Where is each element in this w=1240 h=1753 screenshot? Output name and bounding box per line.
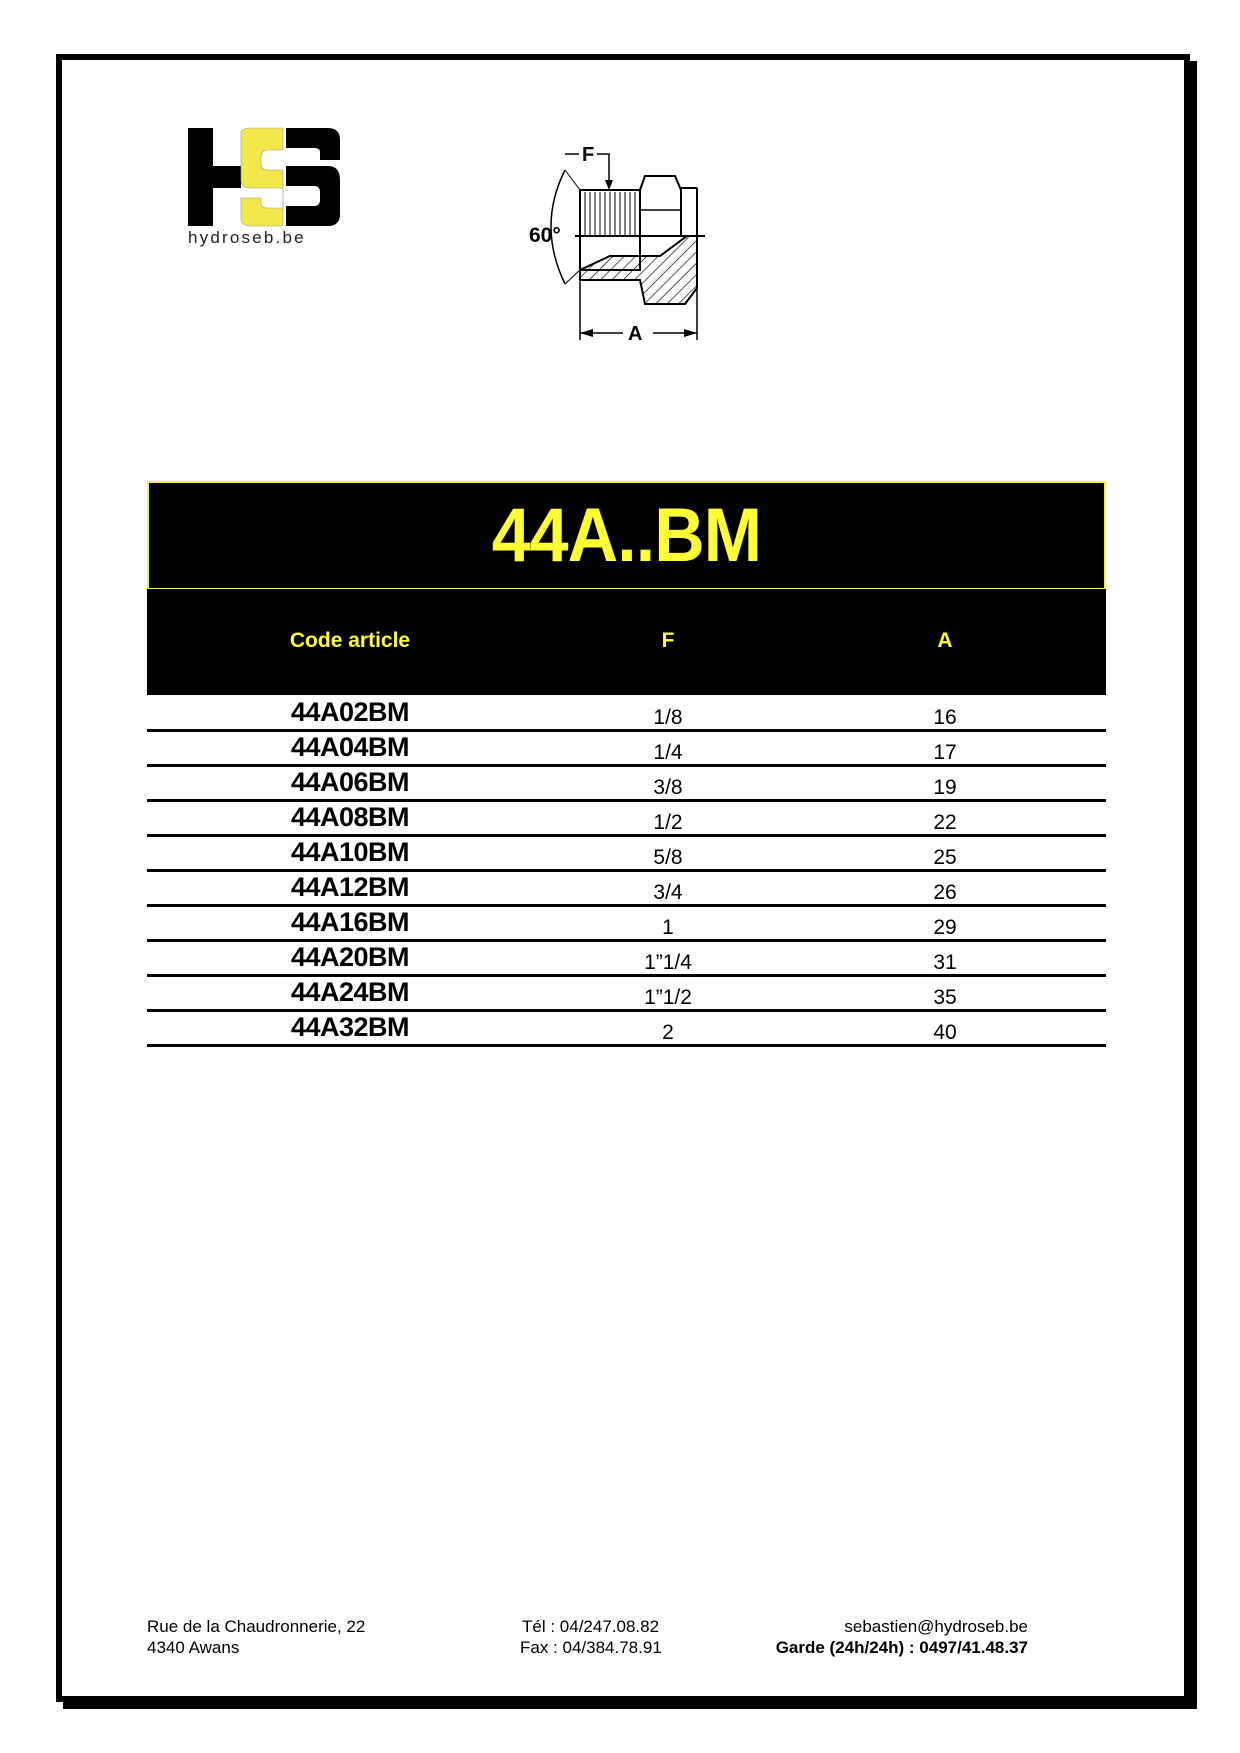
cell-code-article: 44A10BM [290,837,410,867]
address-line1: Rue de la Chaudronnerie, 22 [147,1617,366,1636]
cell-f: 2 [662,1021,674,1044]
cell-code-article: 44A12BM [290,872,410,902]
svg-text:A: A [628,323,643,345]
cell-a: 19 [933,776,957,799]
cell-code-article: 44A20BM [290,942,410,972]
product-title: 44A..BM [491,493,762,578]
cell-f: 1/2 [653,811,683,834]
cell-f: 1”1/2 [644,986,692,1009]
cell-a: 31 [933,951,957,974]
cell-f: 1”1/4 [644,951,692,974]
table-body [147,695,1106,1047]
cell-a: 35 [933,986,957,1009]
cell-a: 25 [933,846,957,869]
cell-f: 1 [662,916,674,939]
fitting-diagram [529,130,735,345]
cell-f: 3/4 [653,881,683,904]
phone: Tél : 04/247.08.82 [522,1617,660,1636]
table-row [147,837,1106,872]
cell-a: 17 [933,741,957,764]
cell-code-article: 44A24BM [290,977,410,1007]
footer-contact [776,1616,1028,1658]
table-row [147,942,1106,977]
cell-f: 1/4 [653,741,683,764]
cell-code-article: 44A06BM [290,767,410,797]
header-code-article: Code article [289,629,411,652]
table-row [147,1012,1106,1047]
header-a: A [937,629,953,652]
cell-code-article: 44A04BM [290,732,410,762]
table-header [147,589,1106,695]
footer-phone [520,1616,662,1658]
emergency-phone: Garde (24h/24h) : 0497/41.48.37 [775,1638,1028,1657]
cell-a: 40 [933,1021,957,1044]
svg-text:F: F [582,144,595,166]
table-row [147,802,1106,837]
product-title-box [147,481,1106,590]
table-row [147,872,1106,907]
table-row [147,907,1106,942]
cell-f: 3/8 [653,776,683,799]
hydroseb-logo [188,126,364,258]
cell-code-article: 44A16BM [290,907,410,937]
cell-code-article: 44A08BM [290,802,410,832]
cell-a: 22 [933,811,957,834]
cell-a: 29 [933,916,957,939]
cell-a: 16 [933,706,957,729]
address-line2: 4340 Awans [147,1638,240,1657]
table-row [147,695,1106,732]
cell-code-article: 44A32BM [290,1012,410,1042]
header-f: F [661,629,675,652]
cell-f: 1/8 [653,706,683,729]
footer-address [147,1616,365,1658]
table-row [147,977,1106,1012]
email[interactable]: sebastien@hydroseb.be [844,1617,1028,1636]
table-row [147,732,1106,767]
fax: Fax : 04/384.78.91 [520,1638,662,1657]
cell-code-article: 44A02BM [290,697,410,727]
cell-a: 26 [933,881,957,904]
logo-text: hydroseb.be [188,228,306,247]
angle-label: 60° [529,224,561,247]
cell-f: 5/8 [653,846,683,869]
table-row [147,767,1106,802]
